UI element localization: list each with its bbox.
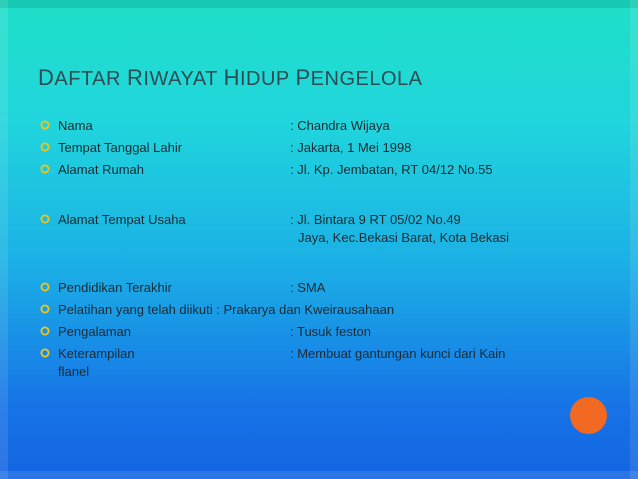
slide-top-border bbox=[0, 0, 638, 8]
item-label: Pelatihan yang telah diikuti : Prakarya dan Kweirausahaan bbox=[58, 302, 395, 317]
bullet-icon bbox=[40, 214, 50, 224]
bullet-icon bbox=[40, 282, 50, 292]
item-label: Alamat Tempat Usaha bbox=[58, 212, 186, 227]
item-label: Keterampilan bbox=[58, 346, 135, 361]
item-value: : Tusuk feston bbox=[290, 324, 371, 339]
bullet-icon bbox=[40, 326, 50, 336]
slide-title: DAFTAR RIWAYAT HIDUP PENGELOLA bbox=[38, 65, 423, 90]
slide-bottom-border bbox=[0, 471, 638, 479]
item-value-continued: Jaya, Kec.Bekasi Barat, Kota Bekasi bbox=[298, 230, 509, 245]
item-value: : Jl. Bintara 9 RT 05/02 No.49 bbox=[290, 212, 461, 227]
item-value: : Membuat gantungan kunci dari Kain bbox=[290, 346, 506, 361]
bullet-icon bbox=[40, 120, 50, 130]
item-value: : SMA bbox=[290, 280, 326, 295]
slide-right-border bbox=[630, 0, 638, 479]
accent-circle bbox=[570, 397, 607, 434]
item-value: : Jakarta, 1 Mei 1998 bbox=[290, 140, 412, 155]
item-label: Pendidikan Terakhir bbox=[58, 280, 172, 295]
item-label-continued: flanel bbox=[58, 364, 90, 379]
bullet-icon bbox=[40, 164, 50, 174]
bullet-icon bbox=[40, 304, 50, 314]
bullet-icon bbox=[40, 348, 50, 358]
item-label: Tempat Tanggal Lahir bbox=[58, 140, 183, 155]
slide-left-border bbox=[0, 0, 8, 479]
bullet-icon bbox=[40, 142, 50, 152]
item-label: Alamat Rumah bbox=[58, 162, 144, 177]
item-label: Pengalaman bbox=[58, 324, 131, 339]
item-label: Nama bbox=[58, 118, 93, 133]
item-value: : Chandra Wijaya bbox=[290, 118, 390, 133]
item-value: : Jl. Kp. Jembatan, RT 04/12 No.55 bbox=[290, 162, 493, 177]
